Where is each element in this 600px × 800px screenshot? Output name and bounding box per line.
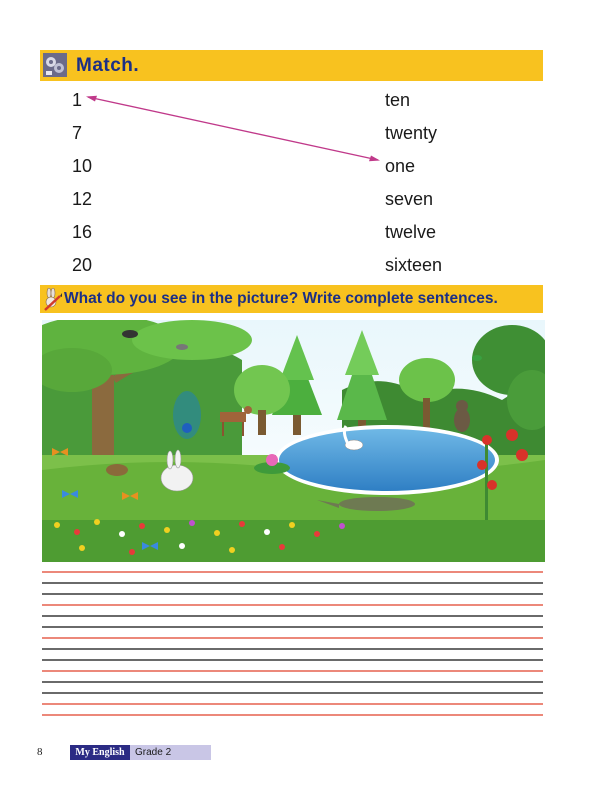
footer-bar [70, 745, 211, 760]
writing-lines[interactable] [42, 570, 543, 720]
number-item[interactable]: 10 [72, 156, 93, 176]
number-item[interactable]: 16 [72, 222, 93, 242]
nature-scene-illustration [42, 320, 545, 562]
number-item[interactable]: 12 [72, 189, 93, 209]
word-item[interactable]: seven [385, 189, 434, 209]
series-label: My English [70, 745, 130, 760]
picture-instruction: What do you see in the picture? Write complete sentences. [64, 290, 498, 307]
word-item[interactable]: twelve [385, 222, 437, 242]
word-item[interactable]: one [385, 156, 416, 176]
picture-banner [40, 285, 543, 313]
match-title: Match. [76, 55, 140, 76]
example-match-arrow [0, 0, 600, 200]
page-number: 8 [37, 746, 43, 758]
word-item[interactable]: twenty [385, 123, 438, 143]
word-item[interactable]: sixteen [385, 255, 443, 275]
number-item[interactable]: 20 [72, 255, 93, 275]
number-item[interactable]: 1 [72, 90, 83, 110]
number-item[interactable]: 7 [72, 123, 83, 143]
word-item[interactable]: ten [385, 90, 411, 110]
grade-label: Grade 2 [135, 747, 172, 758]
